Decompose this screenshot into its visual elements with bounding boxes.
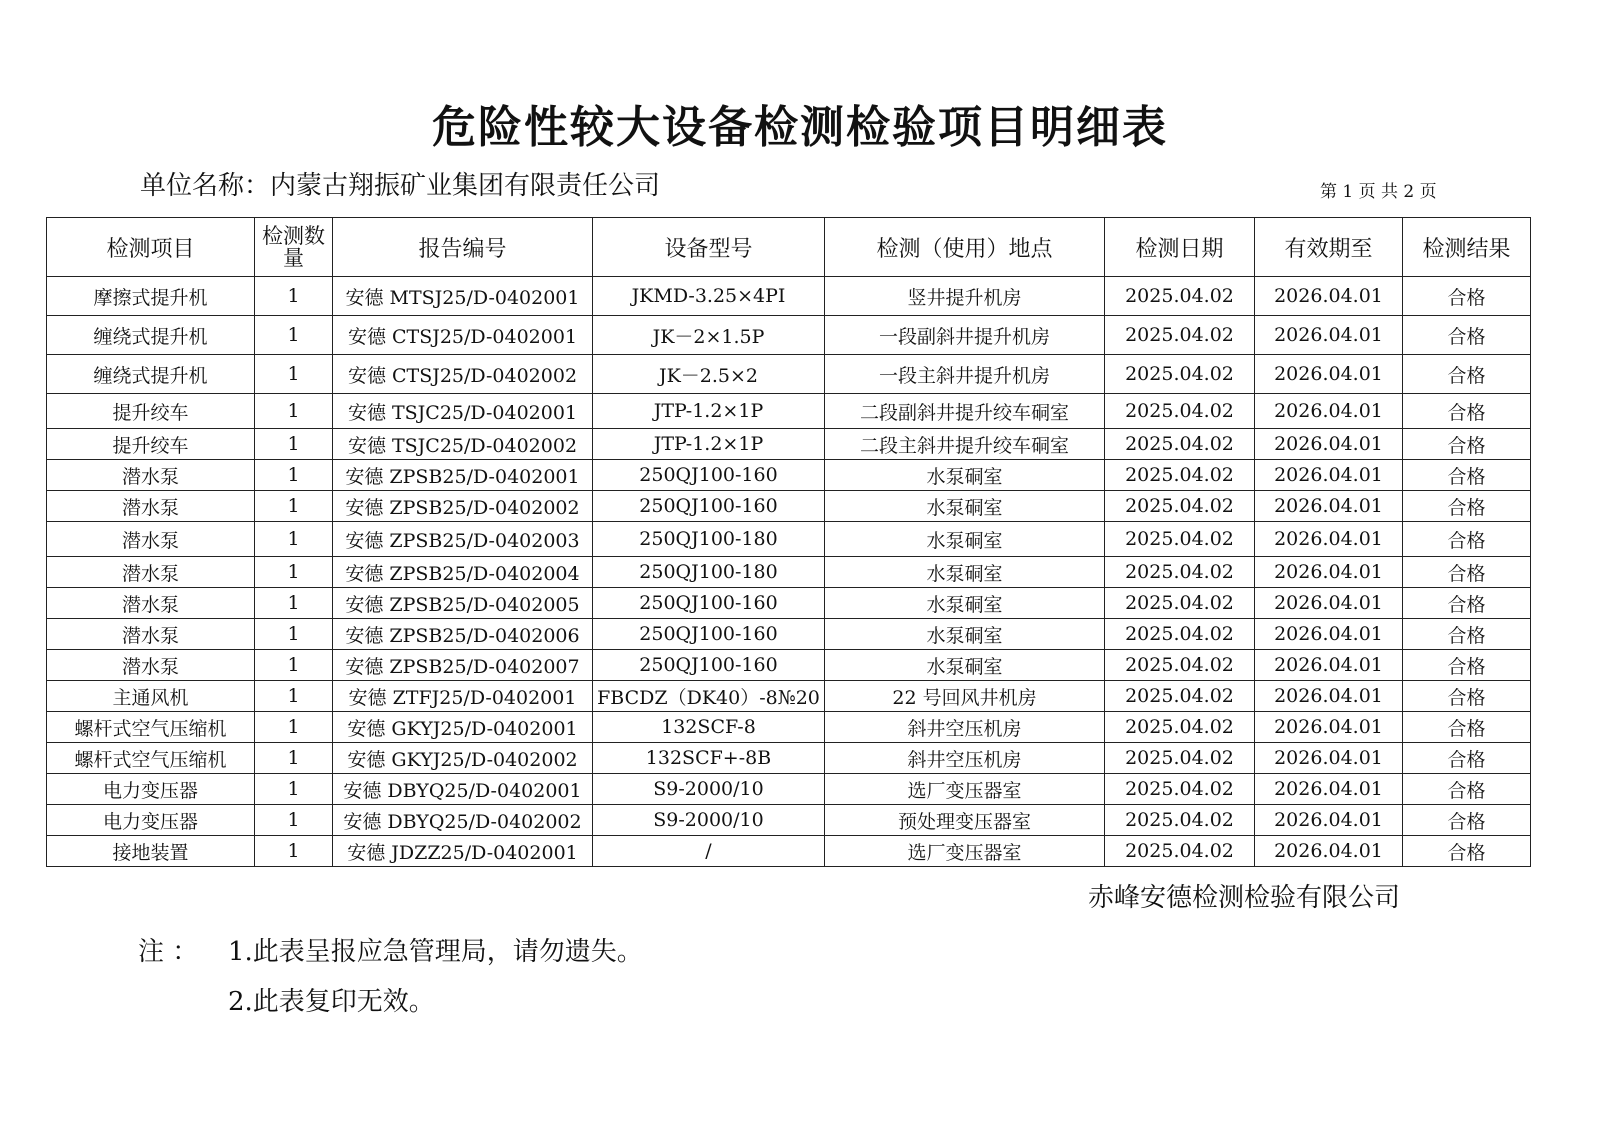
cell-item: 接地装置 xyxy=(47,836,255,867)
cell-report-number: 安德 DBYQ25/D-0402002 xyxy=(333,805,593,836)
header-location: 检测（使用）地点 xyxy=(825,218,1105,277)
cell-quantity: 1 xyxy=(255,429,333,460)
cell-quantity: 1 xyxy=(255,774,333,805)
table-row xyxy=(47,277,1531,316)
cell-location: 水泵硐室 xyxy=(825,588,1105,619)
header-valid-until: 有效期至 xyxy=(1255,218,1403,277)
cell-equipment-model: 250QJ100-160 xyxy=(593,588,825,619)
cell-item: 螺杆式空气压缩机 xyxy=(47,712,255,743)
table-row xyxy=(47,619,1531,650)
cell-equipment-model: 132SCF-8 xyxy=(593,712,825,743)
cell-location: 水泵硐室 xyxy=(825,460,1105,491)
note-label: 注 ： xyxy=(138,937,199,967)
cell-valid-until: 2026.04.01 xyxy=(1255,355,1403,394)
cell-equipment-model: 132SCF+-8B xyxy=(593,743,825,774)
cell-equipment-model: / xyxy=(593,836,825,867)
table-row xyxy=(47,557,1531,588)
table-row xyxy=(47,355,1531,394)
header-item: 检测项目 xyxy=(47,218,255,277)
cell-report-number: 安德 TSJC25/D-0402002 xyxy=(333,429,593,460)
cell-quantity: 1 xyxy=(255,316,333,355)
cell-valid-until: 2026.04.01 xyxy=(1255,743,1403,774)
cell-equipment-model: JK－2×1.5P xyxy=(593,316,825,355)
cell-item: 摩擦式提升机 xyxy=(47,277,255,316)
cell-item: 提升绞车 xyxy=(47,394,255,429)
cell-item: 电力变压器 xyxy=(47,805,255,836)
cell-equipment-model: S9-2000/10 xyxy=(593,774,825,805)
cell-item: 潜水泵 xyxy=(47,491,255,522)
table-row xyxy=(47,429,1531,460)
cell-item: 提升绞车 xyxy=(47,429,255,460)
cell-item: 缠绕式提升机 xyxy=(47,316,255,355)
cell-quantity: 1 xyxy=(255,743,333,774)
cell-quantity: 1 xyxy=(255,491,333,522)
cell-inspection-date: 2025.04.02 xyxy=(1105,491,1255,522)
cell-quantity: 1 xyxy=(255,650,333,681)
cell-inspection-date: 2025.04.02 xyxy=(1105,712,1255,743)
cell-inspection-date: 2025.04.02 xyxy=(1105,836,1255,867)
cell-result: 合格 xyxy=(1403,712,1531,743)
cell-equipment-model: JKMD-3.25×4PI xyxy=(593,277,825,316)
cell-report-number: 安德 ZPSB25/D-0402003 xyxy=(333,522,593,557)
cell-item: 潜水泵 xyxy=(47,522,255,557)
cell-quantity: 1 xyxy=(255,619,333,650)
header-quantity: 检测数量 xyxy=(255,218,333,277)
cell-location: 二段主斜井提升绞车硐室 xyxy=(825,429,1105,460)
cell-result: 合格 xyxy=(1403,522,1531,557)
cell-location: 斜井空压机房 xyxy=(825,712,1105,743)
cell-inspection-date: 2025.04.02 xyxy=(1105,681,1255,712)
cell-valid-until: 2026.04.01 xyxy=(1255,774,1403,805)
cell-inspection-date: 2025.04.02 xyxy=(1105,522,1255,557)
cell-valid-until: 2026.04.01 xyxy=(1255,429,1403,460)
cell-inspection-date: 2025.04.02 xyxy=(1105,557,1255,588)
cell-result: 合格 xyxy=(1403,316,1531,355)
cell-inspection-date: 2025.04.02 xyxy=(1105,394,1255,429)
cell-quantity: 1 xyxy=(255,277,333,316)
cell-item: 潜水泵 xyxy=(47,588,255,619)
cell-result: 合格 xyxy=(1403,805,1531,836)
cell-result: 合格 xyxy=(1403,355,1531,394)
cell-inspection-date: 2025.04.02 xyxy=(1105,316,1255,355)
cell-quantity: 1 xyxy=(255,522,333,557)
cell-valid-until: 2026.04.01 xyxy=(1255,460,1403,491)
cell-quantity: 1 xyxy=(255,712,333,743)
cell-report-number: 安德 ZPSB25/D-0402007 xyxy=(333,650,593,681)
document-title: 危险性较大设备检测检验项目明细表 xyxy=(432,102,1168,153)
cell-valid-until: 2026.04.01 xyxy=(1255,316,1403,355)
cell-location: 预处理变压器室 xyxy=(825,805,1105,836)
cell-inspection-date: 2025.04.02 xyxy=(1105,588,1255,619)
table-row xyxy=(47,491,1531,522)
cell-equipment-model: 250QJ100-160 xyxy=(593,619,825,650)
cell-inspection-date: 2025.04.02 xyxy=(1105,277,1255,316)
cell-inspection-date: 2025.04.02 xyxy=(1105,743,1255,774)
cell-inspection-date: 2025.04.02 xyxy=(1105,619,1255,650)
cell-valid-until: 2026.04.01 xyxy=(1255,557,1403,588)
cell-item: 电力变压器 xyxy=(47,774,255,805)
cell-location: 选厂变压器室 xyxy=(825,774,1105,805)
cell-location: 选厂变压器室 xyxy=(825,836,1105,867)
table-row xyxy=(47,712,1531,743)
cell-location: 水泵硐室 xyxy=(825,557,1105,588)
cell-valid-until: 2026.04.01 xyxy=(1255,588,1403,619)
cell-equipment-model: 250QJ100-160 xyxy=(593,650,825,681)
cell-result: 合格 xyxy=(1403,277,1531,316)
cell-report-number: 安德 ZPSB25/D-0402004 xyxy=(333,557,593,588)
cell-equipment-model: JTP-1.2×1P xyxy=(593,429,825,460)
cell-result: 合格 xyxy=(1403,836,1531,867)
cell-location: 二段副斜井提升绞车硐室 xyxy=(825,394,1105,429)
cell-valid-until: 2026.04.01 xyxy=(1255,681,1403,712)
cell-valid-until: 2026.04.01 xyxy=(1255,836,1403,867)
cell-result: 合格 xyxy=(1403,650,1531,681)
table-row xyxy=(47,588,1531,619)
cell-result: 合格 xyxy=(1403,460,1531,491)
cell-result: 合格 xyxy=(1403,429,1531,460)
cell-item: 潜水泵 xyxy=(47,650,255,681)
cell-inspection-date: 2025.04.02 xyxy=(1105,429,1255,460)
table-row xyxy=(47,681,1531,712)
header-report-number: 报告编号 xyxy=(333,218,593,277)
cell-location: 一段主斜井提升机房 xyxy=(825,355,1105,394)
cell-result: 合格 xyxy=(1403,491,1531,522)
cell-item: 潜水泵 xyxy=(47,460,255,491)
cell-report-number: 安德 GKYJ25/D-0402001 xyxy=(333,712,593,743)
cell-inspection-date: 2025.04.02 xyxy=(1105,650,1255,681)
cell-location: 竖井提升机房 xyxy=(825,277,1105,316)
cell-location: 水泵硐室 xyxy=(825,491,1105,522)
cell-equipment-model: FBCDZ（DK40）-8№20 xyxy=(593,681,825,712)
cell-valid-until: 2026.04.01 xyxy=(1255,522,1403,557)
cell-result: 合格 xyxy=(1403,394,1531,429)
cell-report-number: 安德 ZPSB25/D-0402006 xyxy=(333,619,593,650)
header-inspection-date: 检测日期 xyxy=(1105,218,1255,277)
cell-quantity: 1 xyxy=(255,588,333,619)
cell-inspection-date: 2025.04.02 xyxy=(1105,460,1255,491)
note-line-2: 2.此表复印无效。 xyxy=(228,987,435,1017)
cell-valid-until: 2026.04.01 xyxy=(1255,394,1403,429)
cell-quantity: 1 xyxy=(255,836,333,867)
cell-equipment-model: JTP-1.2×1P xyxy=(593,394,825,429)
cell-equipment-model: 250QJ100-180 xyxy=(593,557,825,588)
cell-item: 潜水泵 xyxy=(47,619,255,650)
table-row xyxy=(47,743,1531,774)
cell-inspection-date: 2025.04.02 xyxy=(1105,805,1255,836)
cell-report-number: 安德 ZTFJ25/D-0402001 xyxy=(333,681,593,712)
cell-inspection-date: 2025.04.02 xyxy=(1105,774,1255,805)
cell-result: 合格 xyxy=(1403,681,1531,712)
cell-item: 缠绕式提升机 xyxy=(47,355,255,394)
cell-report-number: 安德 ZPSB25/D-0402002 xyxy=(333,491,593,522)
cell-quantity: 1 xyxy=(255,805,333,836)
cell-equipment-model: S9-2000/10 xyxy=(593,805,825,836)
table-row xyxy=(47,522,1531,557)
cell-report-number: 安德 ZPSB25/D-0402001 xyxy=(333,460,593,491)
cell-result: 合格 xyxy=(1403,557,1531,588)
cell-item: 潜水泵 xyxy=(47,557,255,588)
table-row xyxy=(47,316,1531,355)
header-equipment-model: 设备型号 xyxy=(593,218,825,277)
cell-location: 水泵硐室 xyxy=(825,650,1105,681)
cell-equipment-model: 250QJ100-180 xyxy=(593,522,825,557)
cell-location: 斜井空压机房 xyxy=(825,743,1105,774)
cell-result: 合格 xyxy=(1403,774,1531,805)
cell-report-number: 安德 MTSJ25/D-0402001 xyxy=(333,277,593,316)
cell-equipment-model: JK－2.5×2 xyxy=(593,355,825,394)
issuing-company: 赤峰安德检测检验有限公司 xyxy=(1088,883,1401,913)
cell-valid-until: 2026.04.01 xyxy=(1255,650,1403,681)
cell-valid-until: 2026.04.01 xyxy=(1255,491,1403,522)
cell-valid-until: 2026.04.01 xyxy=(1255,619,1403,650)
cell-report-number: 安德 TSJC25/D-0402001 xyxy=(333,394,593,429)
cell-valid-until: 2026.04.01 xyxy=(1255,805,1403,836)
cell-report-number: 安德 DBYQ25/D-0402001 xyxy=(333,774,593,805)
cell-inspection-date: 2025.04.02 xyxy=(1105,355,1255,394)
cell-quantity: 1 xyxy=(255,355,333,394)
cell-report-number: 安德 GKYJ25/D-0402002 xyxy=(333,743,593,774)
cell-report-number: 安德 CTSJ25/D-0402001 xyxy=(333,316,593,355)
cell-quantity: 1 xyxy=(255,681,333,712)
table-row xyxy=(47,774,1531,805)
cell-location: 一段副斜井提升机房 xyxy=(825,316,1105,355)
cell-valid-until: 2026.04.01 xyxy=(1255,712,1403,743)
page-indicator: 第 1 页 共 2 页 xyxy=(1320,182,1437,202)
cell-location: 水泵硐室 xyxy=(825,619,1105,650)
cell-report-number: 安德 JDZZ25/D-0402001 xyxy=(333,836,593,867)
cell-valid-until: 2026.04.01 xyxy=(1255,277,1403,316)
inspection-table xyxy=(46,217,1531,867)
cell-item: 主通风机 xyxy=(47,681,255,712)
note-line-1: 1.此表呈报应急管理局，请勿遗失。 xyxy=(228,937,643,967)
table-row xyxy=(47,460,1531,491)
cell-equipment-model: 250QJ100-160 xyxy=(593,491,825,522)
cell-equipment-model: 250QJ100-160 xyxy=(593,460,825,491)
unit-name: 单位名称：内蒙古翔振矿业集团有限责任公司 xyxy=(140,171,661,201)
cell-quantity: 1 xyxy=(255,460,333,491)
cell-result: 合格 xyxy=(1403,588,1531,619)
cell-quantity: 1 xyxy=(255,394,333,429)
header-result: 检测结果 xyxy=(1403,218,1531,277)
table-row xyxy=(47,394,1531,429)
cell-location: 水泵硐室 xyxy=(825,522,1105,557)
cell-result: 合格 xyxy=(1403,619,1531,650)
table-row xyxy=(47,805,1531,836)
cell-report-number: 安德 ZPSB25/D-0402005 xyxy=(333,588,593,619)
cell-quantity: 1 xyxy=(255,557,333,588)
table-header-row xyxy=(47,218,1531,277)
cell-report-number: 安德 CTSJ25/D-0402002 xyxy=(333,355,593,394)
cell-item: 螺杆式空气压缩机 xyxy=(47,743,255,774)
table-row xyxy=(47,836,1531,867)
cell-result: 合格 xyxy=(1403,743,1531,774)
cell-location: 22 号回风井机房 xyxy=(825,681,1105,712)
table-row xyxy=(47,650,1531,681)
